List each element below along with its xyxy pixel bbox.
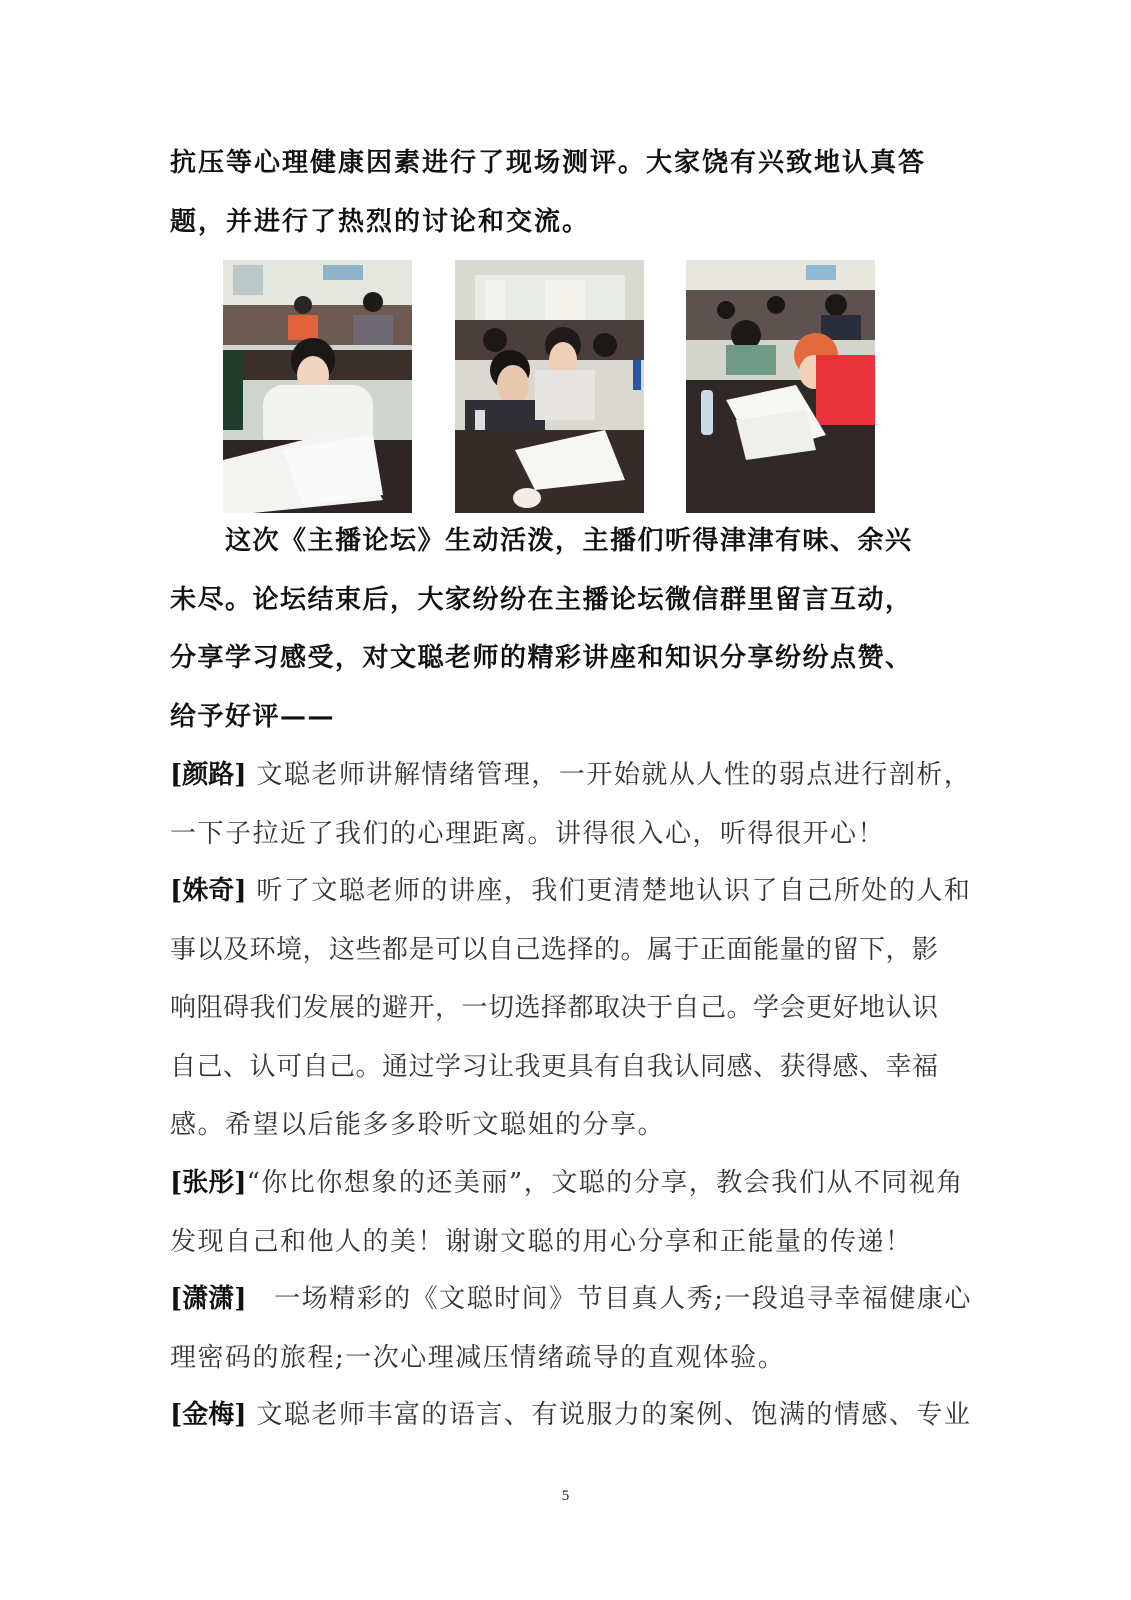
forum-paragraph	[170, 512, 960, 746]
commenter-name: [颜路]	[170, 760, 247, 790]
commenter-name: [姝奇]	[170, 876, 247, 906]
comment-text: 文聪老师讲解情绪管理，一开始就从人性的弱点进行剖析，	[246, 760, 972, 790]
commenter-name: [张彤]	[170, 1168, 247, 1198]
comment	[170, 1154, 964, 1271]
comment-text: 听了文聪老师的讲座，我们更清楚地认识了自己所处的人和	[246, 876, 972, 906]
classroom-photo	[455, 260, 644, 513]
comment-text: 文聪老师丰富的语言、有说服力的案例、饱满的情感、专业	[246, 1400, 972, 1430]
comment-text: 响阻碍我们发展的避开，一切选择都取决于自己。学会更好地认识	[170, 993, 939, 1023]
comment-text: 自己、认可自己。通过学习让我更具有自我认同感、获得感、幸福	[170, 1051, 939, 1082]
comment-text: 发现自己和他人的美！谢谢文聪的用心分享和正能量的传递！	[170, 1226, 913, 1257]
commenter-name: [金梅]	[170, 1400, 247, 1430]
intro-paragraph	[170, 134, 960, 251]
comment	[170, 1386, 972, 1445]
text-line: 抗压等心理健康因素进行了现场测评。大家饶有兴致地认真答	[170, 148, 927, 178]
text-line: 题，并进行了热烈的讨论和交流。	[170, 206, 591, 237]
comment-text: 一场精彩的《文聪时间》节目真人秀;一段追寻幸福健康心	[246, 1284, 972, 1314]
text-line: 分享学习感受，对文聪老师的精彩讲座和知识分享纷纷点赞、	[170, 643, 913, 673]
text-line: 给予好评——	[170, 701, 336, 732]
comment-text: “你比你想象的还美丽”，文聪的分享，教会我们从不同视角	[246, 1168, 964, 1198]
comment	[170, 862, 972, 1155]
comment	[170, 746, 972, 863]
comment-text: 事以及环境，这些都是可以自己选择的。属于正面能量的留下，影	[170, 934, 939, 965]
classroom-photo	[223, 260, 412, 513]
comment-text: 一下子拉近了我们的心理距离。讲得很入心，听得很开心！	[170, 818, 886, 849]
comment-text: 理密码的旅程;一次心理减压情绪疏导的直观体验。	[170, 1342, 786, 1373]
text-line: 未尽。论坛结束后，大家纷纷在主播论坛微信群里留言互动，	[170, 584, 913, 615]
classroom-photo	[686, 260, 875, 513]
text-line: 这次《主播论坛》生动活泼，主播们听得津津有味、余兴	[170, 526, 913, 556]
comment-text: 感。希望以后能多多聆听文聪姐的分享。	[170, 1110, 666, 1140]
page-number: 5	[561, 1488, 570, 1504]
comment	[170, 1270, 972, 1387]
commenter-name: [潇潇]	[170, 1284, 247, 1314]
